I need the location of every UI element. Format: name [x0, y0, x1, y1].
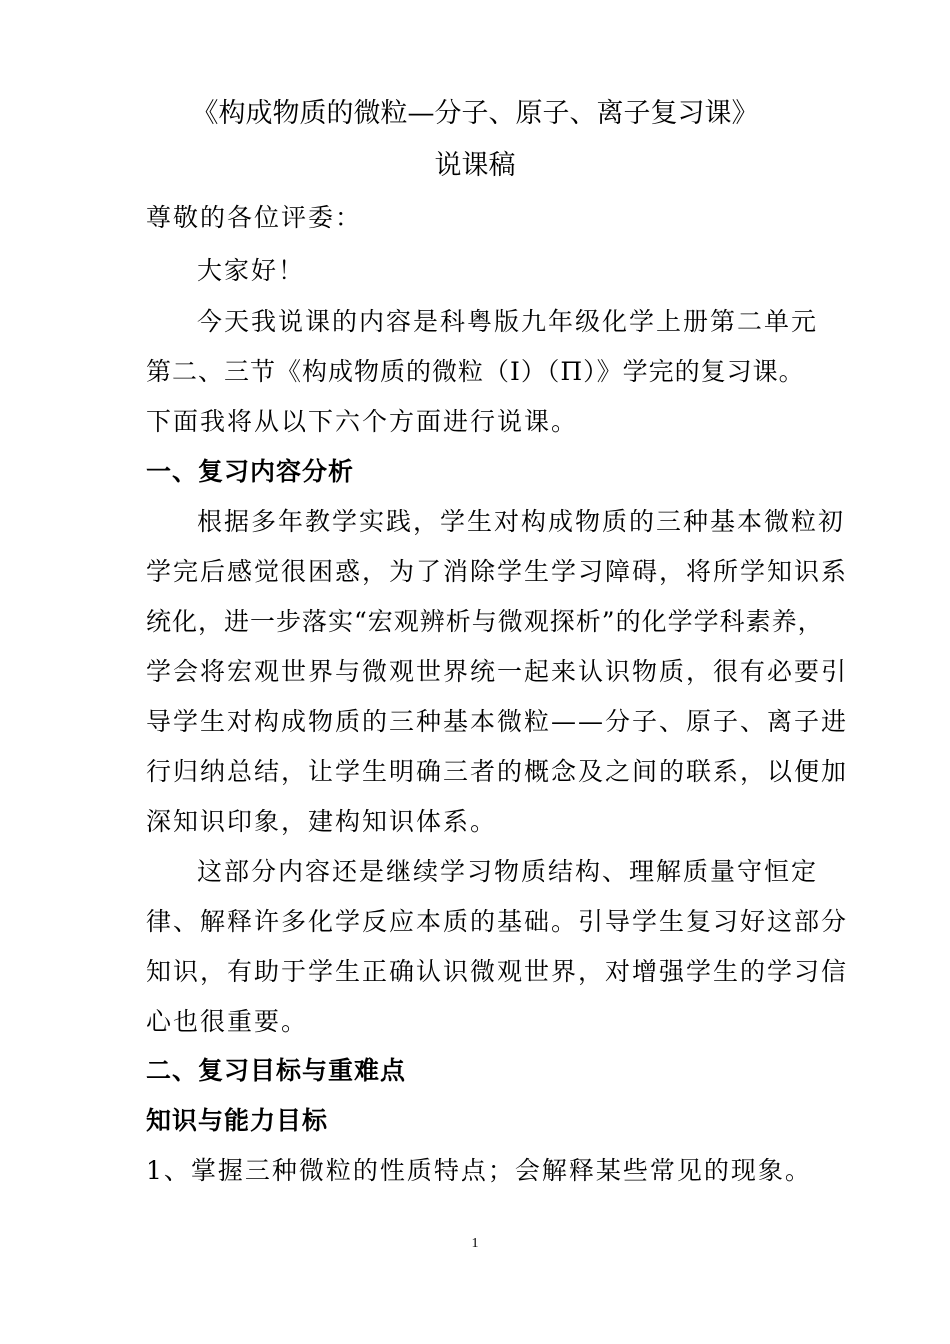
paragraph-line: 心也很重要。: [146, 1007, 309, 1036]
paragraph-line: 学完后感觉很困惑，为了消除学生学习障碍，将所学知识系: [146, 557, 849, 586]
paragraph-line: 根据多年教学实践，学生对构成物质的三种基本微粒初: [197, 507, 846, 536]
subsection-heading: 知识与能力目标: [146, 1106, 329, 1135]
greeting: 大家好！: [197, 256, 306, 285]
paragraph-line: 这部分内容还是继续学习物质结构、理解质量守恒定: [197, 857, 819, 886]
document-title: 《构成物质的微粒—分子、原子、离子复习课》: [191, 98, 759, 129]
section-heading: 一、复习内容分析: [146, 457, 355, 486]
section-heading: 二、复习目标与重难点: [146, 1056, 407, 1085]
intro-line: 第二、三节《构成物质的微粒（Ⅰ）（Π）》学完的复习课。: [146, 357, 805, 386]
paragraph-line: 学会将宏观世界与微观世界统一起来认识物质，很有必要引: [146, 657, 849, 686]
paragraph-line: 行归纳总结，让学生明确三者的概念及之间的联系，以便加: [146, 757, 849, 786]
document-subtitle: 说课稿: [434, 150, 516, 181]
salutation: 尊敬的各位评委：: [146, 203, 363, 232]
paragraph-line: 统化，进一步落实“宏观辨析与微观探析”的化学学科素养，: [146, 607, 824, 636]
intro-line: 下面我将从以下六个方面进行说课。: [146, 407, 579, 436]
list-item: 1、掌握三种微粒的性质特点；会解释某些常见的现象。: [146, 1156, 812, 1185]
paragraph-line: 律、解释许多化学反应本质的基础。引导学生复习好这部分: [146, 907, 849, 936]
intro-line: 今天我说课的内容是科粤版九年级化学上册第二单元: [197, 307, 819, 336]
page-number: 1: [471, 1236, 479, 1251]
paragraph-line: 深知识印象，建构知识体系。: [146, 807, 498, 836]
paragraph-line: 知识，有助于学生正确认识微观世界，对增强学生的学习信: [146, 957, 849, 986]
paragraph-line: 导学生对构成物质的三种基本微粒——分子、原子、离子进: [146, 707, 849, 736]
